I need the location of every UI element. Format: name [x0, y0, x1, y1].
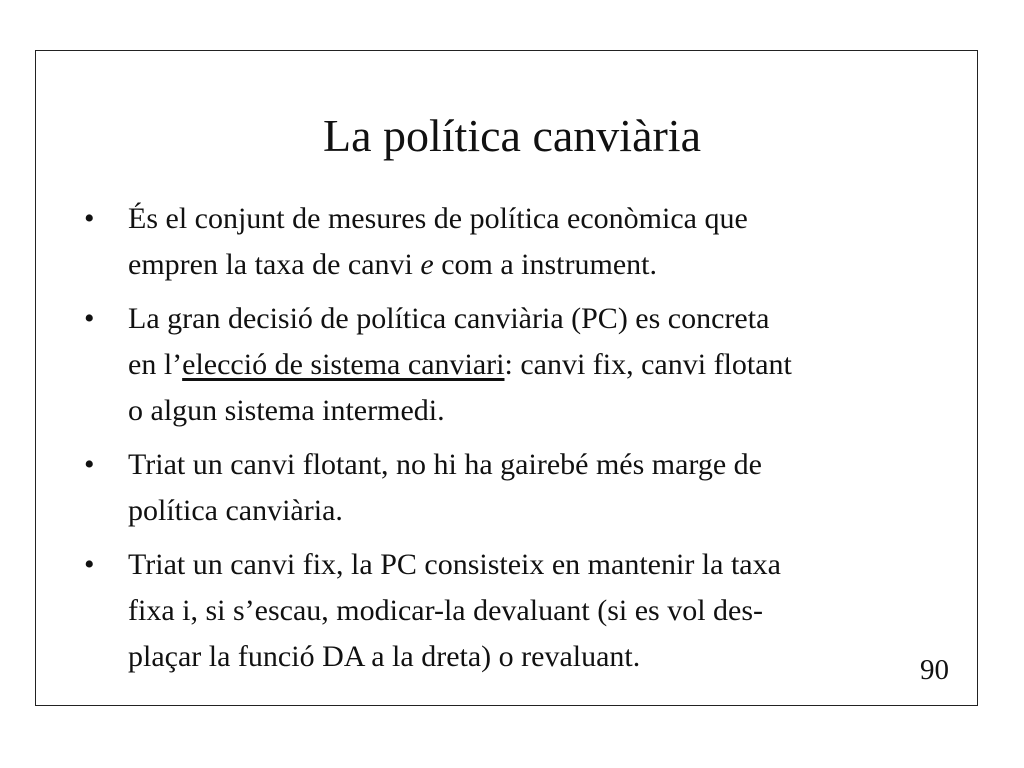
bullet-1-line-1: És el conjunt de mesures de política econòmica que	[128, 202, 748, 235]
bullet-list	[84, 196, 964, 688]
slide-title: La política canviària	[322, 110, 702, 161]
bullet-2-text-b: : canvi fix, canvi flotant	[504, 348, 792, 381]
bullet-item-1	[84, 196, 964, 288]
bullet-2-line-3: o algun sistema intermedi.	[128, 394, 445, 427]
bullet-icon: •	[84, 202, 95, 235]
bullet-item-4	[84, 542, 964, 680]
page-number: 90	[920, 654, 949, 686]
bullet-2-line-1: La gran decisió de política canviària (PC) es concreta	[128, 302, 770, 335]
bullet-icon: •	[84, 302, 95, 335]
bullet-item-2	[84, 296, 964, 434]
bullet-2-line-2	[128, 342, 964, 388]
exchange-rate-symbol: e	[420, 248, 434, 281]
underlined-term: elecció de sistema canviari	[182, 348, 505, 381]
bullet-1-text-a: empren la taxa de canvi	[128, 248, 421, 281]
bullet-3-line-2: política canviària.	[128, 494, 343, 527]
bullet-icon: •	[84, 448, 95, 481]
bullet-1-line-2	[128, 242, 964, 288]
bullet-1-text-b: com a instrument.	[433, 248, 657, 281]
bullet-4-line-1: Triat un canvi fix, la PC consisteix en mantenir la taxa	[128, 548, 781, 581]
bullet-4-line-3: plaçar la funció DA a la dreta) o revaluant.	[128, 640, 641, 673]
bullet-item-3	[84, 442, 964, 534]
bullet-3-line-1: Triat un canvi flotant, no hi ha gairebé més marge de	[128, 448, 762, 481]
bullet-icon: •	[84, 548, 95, 581]
bullet-4-line-2: fixa i, si s’escau, modicar-la devaluant (si es vol des-	[128, 594, 764, 627]
bullet-2-text-a: en l’	[128, 348, 183, 381]
